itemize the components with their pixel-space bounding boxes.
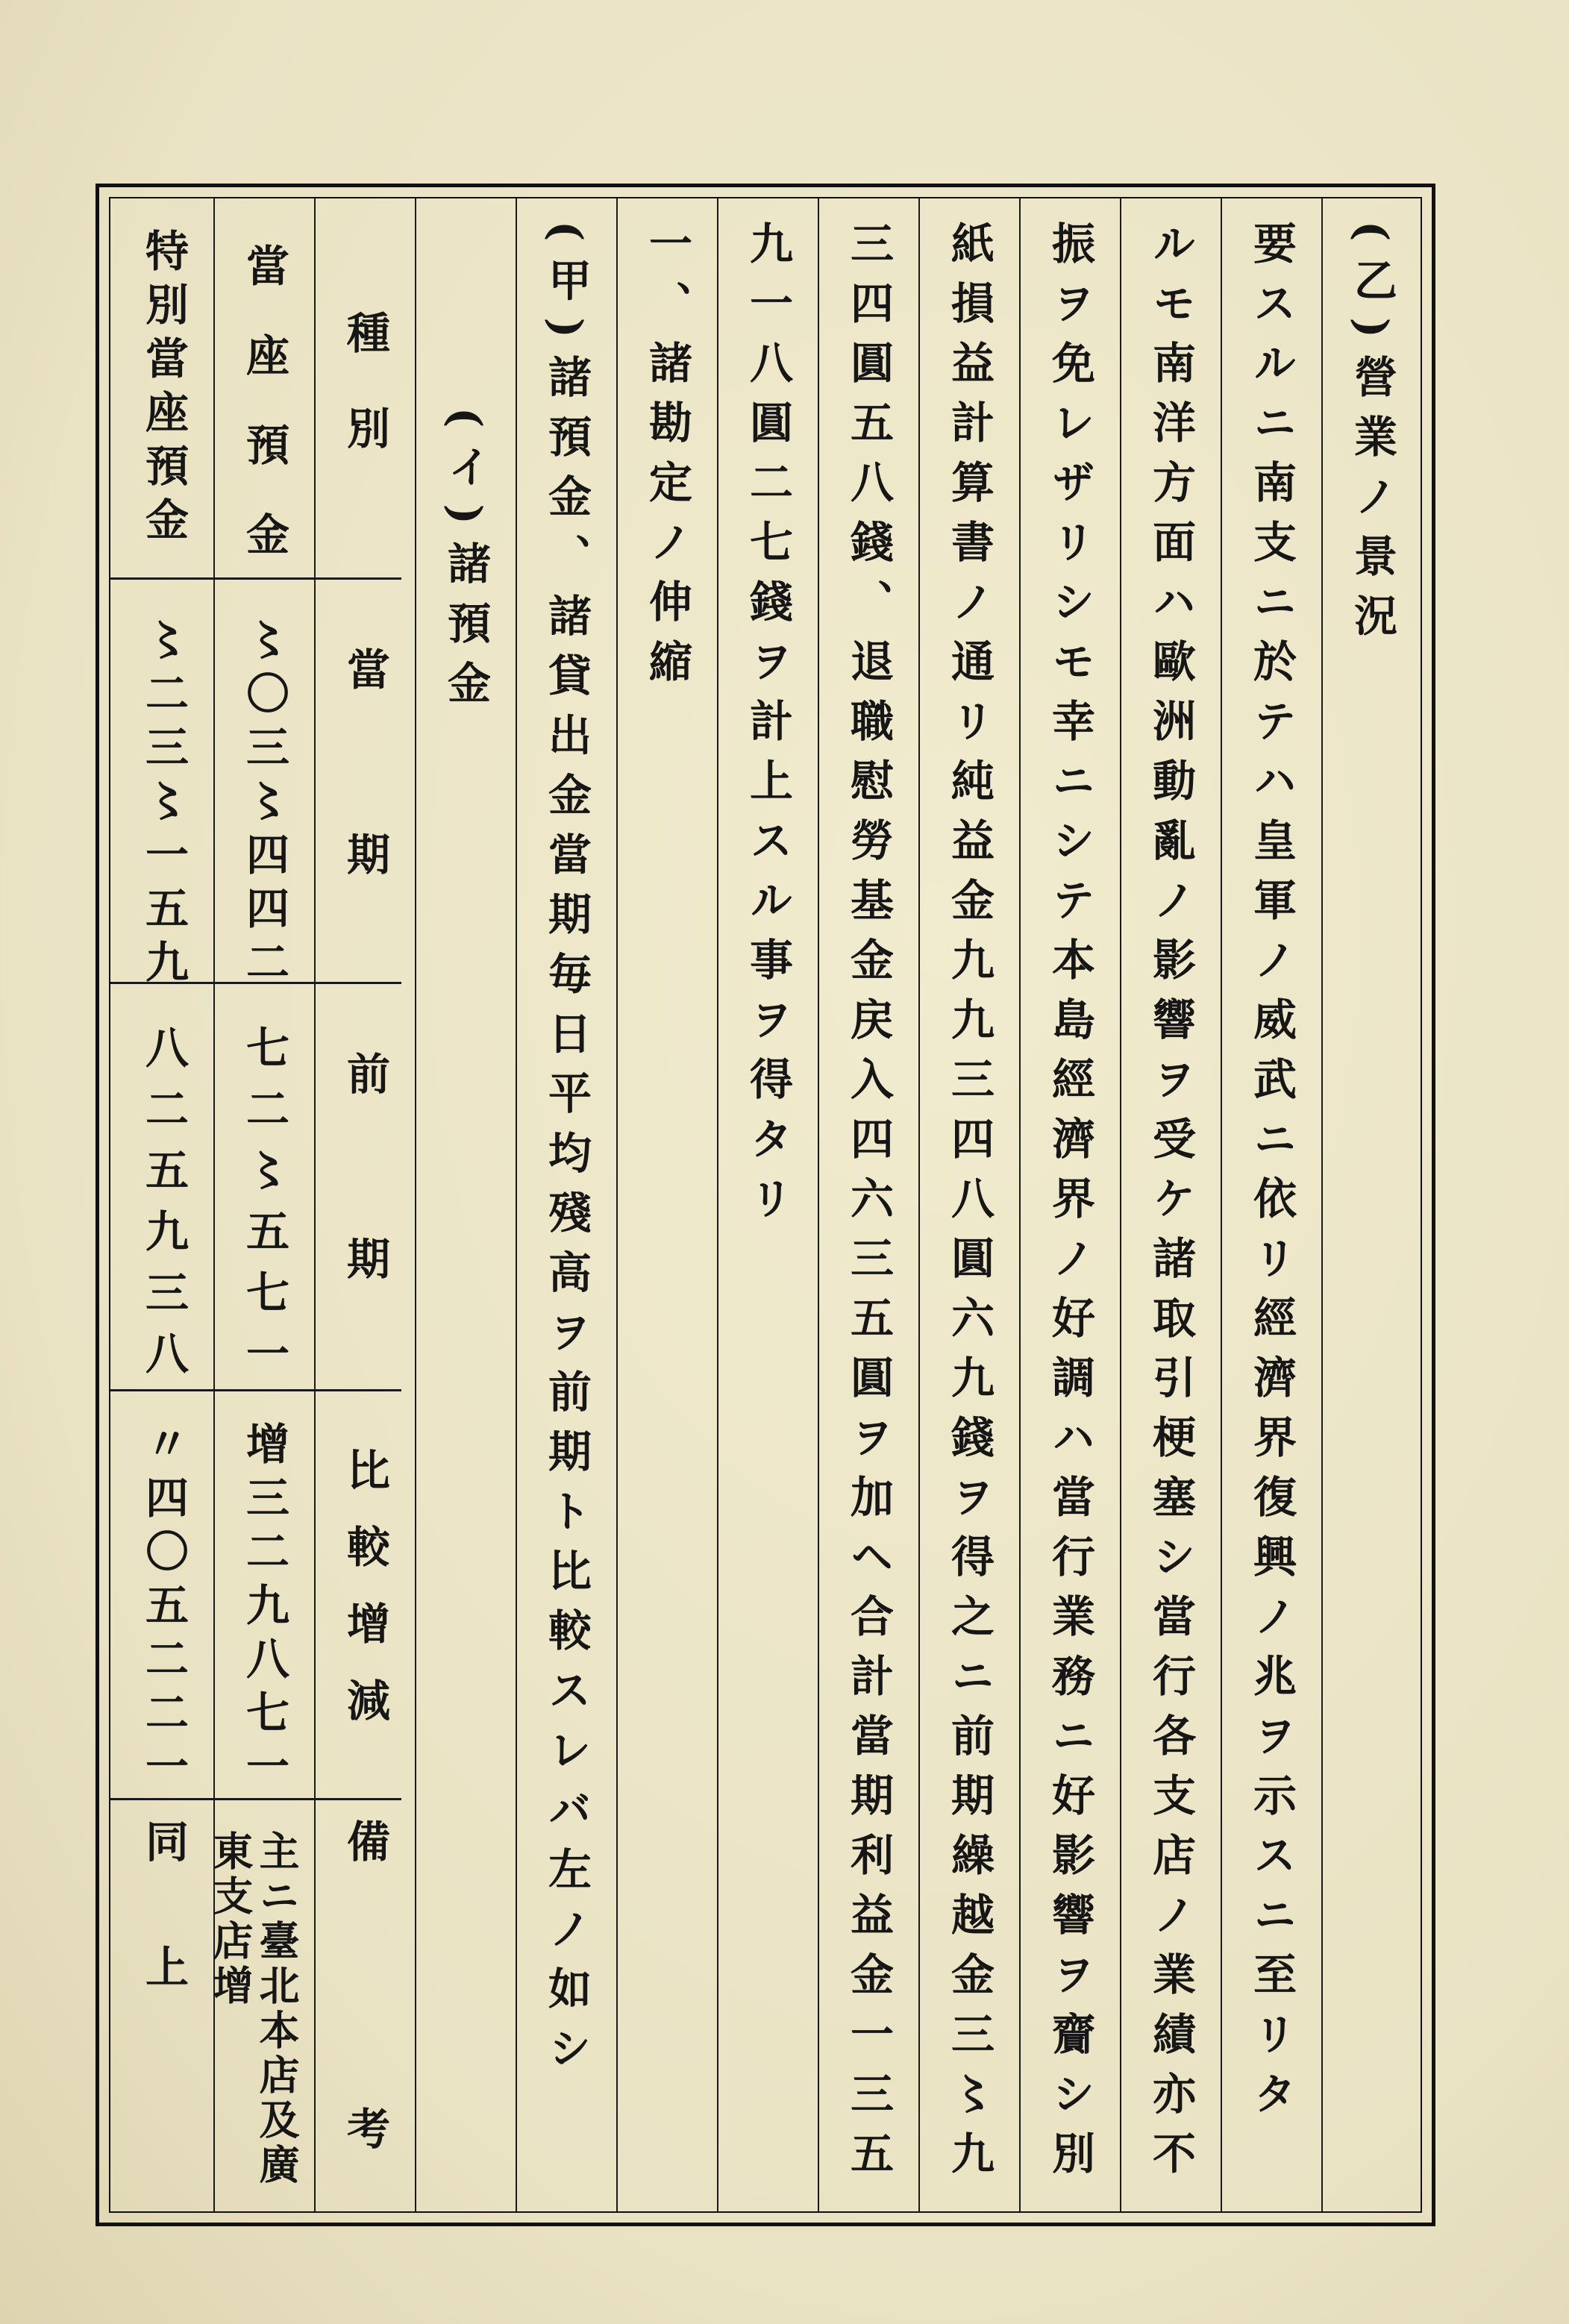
body-text-line: ルモ南洋方面ハ歐洲動亂ノ影響ヲ受ケ諸取引梗塞シ當行各支店ノ業績亦不 — [1145, 221, 1196, 2190]
body-text-line: 紙損益計算書ノ通リ純益金九九三四八圓六九錢ヲ得之ニ前期繰越金三〻九 — [944, 221, 995, 2190]
table-row-2-kind: 特別當座預金 — [138, 228, 189, 551]
body-text-column — [1221, 198, 1321, 2211]
section-heading: (乙)營業ノ景況 — [1347, 221, 1397, 653]
section-heading-column — [1322, 198, 1422, 2211]
table-row-1-previous: 七二〻五七一 — [239, 1025, 289, 1392]
body-text-column — [818, 198, 918, 2211]
table-row-2-remark: 同上 — [138, 1819, 189, 2070]
body-text-column — [1020, 198, 1120, 2211]
table-row-1-remark: 主ニ臺北本店及廣東支店增 — [207, 1830, 301, 2188]
body-text-column — [718, 198, 818, 2211]
body-text-line: 三四圓五八錢、退職慰勞基金戻入四六三五圓ヲ加ヘ合計當期利益金一三五 — [843, 221, 894, 2190]
table-header-remarks: 備 考 — [339, 1819, 390, 2166]
body-text-line: 振ヲ免レザリシモ幸ニシテ本島經濟界ノ好調ハ當行業務ニ好影響ヲ齎シ別 — [1045, 221, 1095, 2190]
body-text-column — [516, 198, 616, 2211]
table-row-2-previous: 八二五九三八 — [138, 1025, 189, 1392]
table-caption: (イ)諸預金 — [440, 407, 491, 720]
subsection-heading: 一、諸勘定ノ伸縮 — [642, 221, 692, 698]
subsection-heading-column — [617, 198, 717, 2211]
table-header-kind: 種別 — [339, 310, 390, 501]
body-text-line: 要スルニ南支ニ於テハ皇軍ノ威武ニ依リ經濟界復興ノ兆ヲ示スニ至リタ — [1246, 221, 1297, 2131]
table-header-previous: 前期 — [339, 1051, 390, 1421]
table-row-1-change: 增三二九八七一 — [239, 1421, 289, 1797]
body-text-line: (甲)諸預金、諸貸出金當期毎日平均殘高ヲ前期ト比較スレバ左ノ如シ — [541, 221, 592, 2085]
body-text-column — [919, 198, 1019, 2211]
table-header-change: 比較增減 — [339, 1447, 390, 1755]
table-row-2-current: 〻二三〻一五九 — [138, 617, 189, 993]
body-text-column — [1121, 198, 1221, 2211]
table-row-1-kind: 當座預金 — [239, 243, 289, 601]
table-header-current: 當期 — [339, 647, 390, 1017]
table-row-2-change: 〃四〇五二二一 — [138, 1421, 189, 1797]
body-text-line: 九一八圓二七錢ヲ計上スル事ヲ得タリ — [742, 221, 793, 1235]
table-row-1-current: 〻〇三〻四四二 — [239, 617, 289, 993]
table-caption-column — [416, 198, 516, 2211]
